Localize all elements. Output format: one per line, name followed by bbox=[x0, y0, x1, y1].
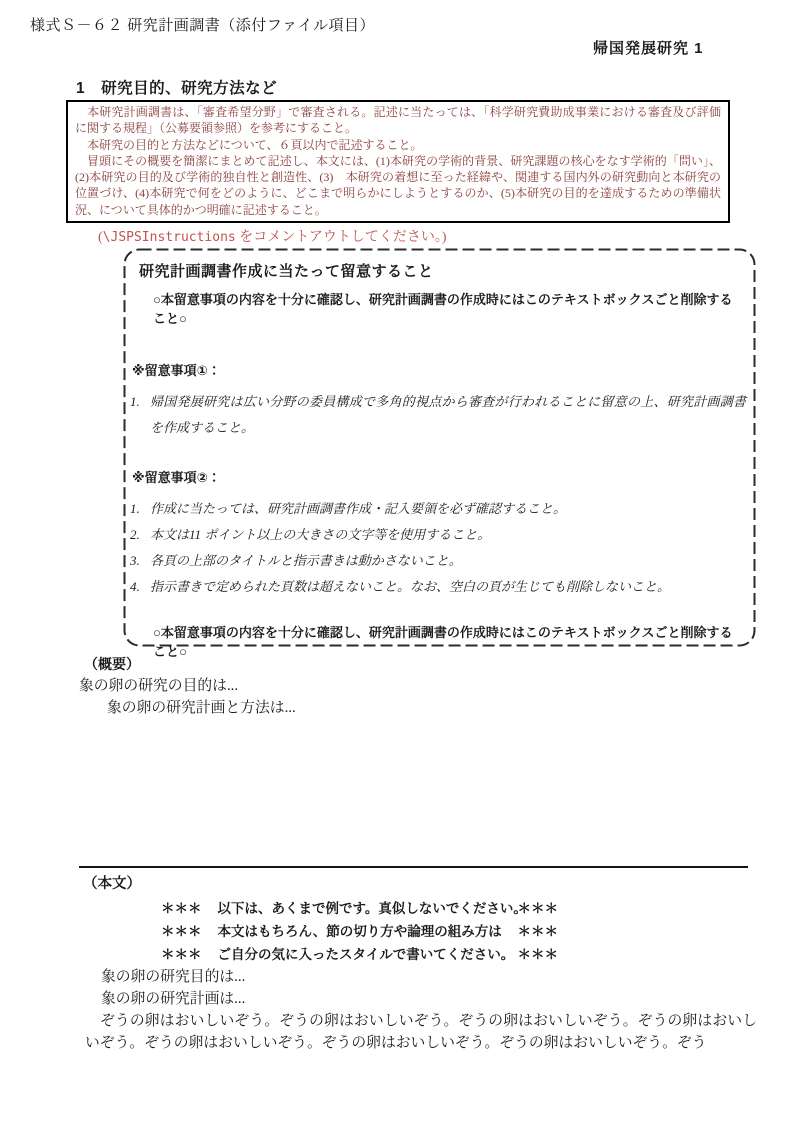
open-paren: ( bbox=[98, 230, 103, 245]
notice-list-item bbox=[123, 496, 756, 522]
delete-notice-bottom: ○本留意事項の内容を十分に確認し、研究計画調書の作成時にはこのテキストボックスごと削除すること○ bbox=[153, 625, 733, 659]
warning-text: 以下は、あくまで例です。真似しないでください。 bbox=[217, 901, 527, 916]
example-warning-row bbox=[161, 920, 759, 943]
note1-list bbox=[123, 389, 756, 441]
warning-text: ご自分の気に入ったスタイルで書いてください。 bbox=[217, 947, 515, 962]
comment-note-text: をコメントアウトしてください。) bbox=[235, 230, 447, 245]
program-page-label: 帰国発展研究 1 bbox=[593, 40, 704, 57]
item-text: 帰国発展研究は広い分野の委員構成で多角的視点から審査が行われることに留意の上、研究計画調書を作成すること。 bbox=[150, 394, 746, 435]
note1-heading: ※留意事項①： bbox=[132, 363, 221, 378]
example-warning-lines bbox=[161, 897, 759, 966]
item-number: 1. bbox=[130, 501, 140, 516]
asterisk-marker: ＊＊＊ bbox=[161, 901, 202, 916]
horizontal-rule bbox=[79, 866, 748, 868]
attention-notice-box bbox=[123, 248, 756, 659]
instruction-paragraph: 本研究の目的と方法などについて、６頁以内で記述すること。 bbox=[87, 137, 423, 152]
item-number: 1. bbox=[130, 394, 140, 409]
latex-comment-note bbox=[98, 226, 446, 246]
main-text-line: 象の卵の研究目的は... bbox=[101, 969, 246, 985]
note2-heading: ※留意事項②： bbox=[132, 470, 221, 485]
instruction-paragraph: 冒頭にその概要を簡潔にまとめて記述し、本文には、(1)本研究の学術的背景、研究課題の核心をなす学術的「問い」、(2)本研究の目的及び学術的独自性と創造性、(3) 本研究の着想に至った経緯や、関連する国内外の研究動向と本研究の位置づけ、(4)本研究で何をどのように、どこまで明らかにしようとするのか、(5)本研究の目的を達成するための準備状況、について具体的かつ明確に記述すること。 bbox=[75, 153, 721, 217]
main-text-lines bbox=[101, 966, 759, 1010]
example-paragraph: ぞうの卵はおいしいぞう。ぞうの卵はおいしいぞう。ぞうの卵はおいしいぞう。ぞうの卵はおいしいぞう。ぞうの卵はおいしいぞう。ぞうの卵はおいしいぞう。ぞうの卵はおいしいぞう。ぞう bbox=[85, 1013, 757, 1051]
asterisk-marker: ＊＊＊ bbox=[161, 924, 202, 939]
item-text: 各頁の上部のタイトルと指示書きは動かさないこと。 bbox=[150, 553, 462, 568]
item-text: 作成に当たっては、研究計画調書作成・記入要領を必ず確認すること。 bbox=[150, 501, 567, 516]
main-text-line: 象の卵の研究計画は... bbox=[101, 991, 246, 1007]
instruction-paragraph: 本研究計画調書は、「審査希望分野」で審査される。記述に当たっては、「科学研究費助成事業における審査及び評価に関する規程」（公募要領参照）を参考にすること。 bbox=[75, 105, 721, 136]
warning-text: 本文はもちろん、節の切り方や論理の組み方は bbox=[217, 924, 502, 939]
latex-command-token: \JSPSInstructions bbox=[102, 230, 236, 245]
main-text-label: （本文） bbox=[83, 876, 141, 892]
summary-label: （概要） bbox=[84, 656, 140, 672]
review-instruction-box bbox=[66, 100, 730, 223]
notice-title: 研究計画調書作成に当たって留意すること bbox=[139, 263, 434, 280]
item-text: 本文は11 ポイント以上の大きさの文字等を使用すること。 bbox=[150, 527, 491, 542]
item-text: 指示書きで定められた頁数は超えないこと。なお、空白の頁が生じても削除しないこと。 bbox=[150, 579, 671, 594]
example-warning-row bbox=[161, 897, 759, 920]
note2-list bbox=[123, 496, 756, 600]
notice-list-item bbox=[123, 548, 756, 574]
summary-section bbox=[79, 653, 296, 719]
item-number: 3. bbox=[130, 553, 140, 568]
summary-line: 象の卵の研究の目的は... bbox=[79, 678, 239, 694]
asterisk-marker: ＊＊＊ bbox=[517, 901, 558, 916]
notice-list-item bbox=[123, 574, 756, 600]
asterisk-marker: ＊＊＊ bbox=[517, 924, 558, 939]
example-warning-row bbox=[161, 943, 759, 966]
item-number: 2. bbox=[130, 527, 140, 542]
asterisk-marker: ＊＊＊ bbox=[161, 947, 202, 962]
asterisk-marker: ＊＊＊ bbox=[517, 947, 558, 962]
item-number: 4. bbox=[130, 579, 140, 594]
section-heading: 1 研究目的、研究方法など bbox=[76, 80, 278, 97]
notice-list-item bbox=[123, 522, 756, 548]
summary-line: 象の卵の研究計画と方法は... bbox=[107, 700, 296, 716]
delete-notice-top: ○本留意事項の内容を十分に確認し、研究計画調書の作成時にはこのテキストボックスごと削除すること○ bbox=[153, 292, 733, 326]
form-type-label: 様式Ｓ－６２ 研究計画調書（添付ファイル項目） bbox=[30, 18, 375, 34]
main-text-section bbox=[83, 875, 759, 1054]
notice-list-item bbox=[123, 389, 756, 441]
